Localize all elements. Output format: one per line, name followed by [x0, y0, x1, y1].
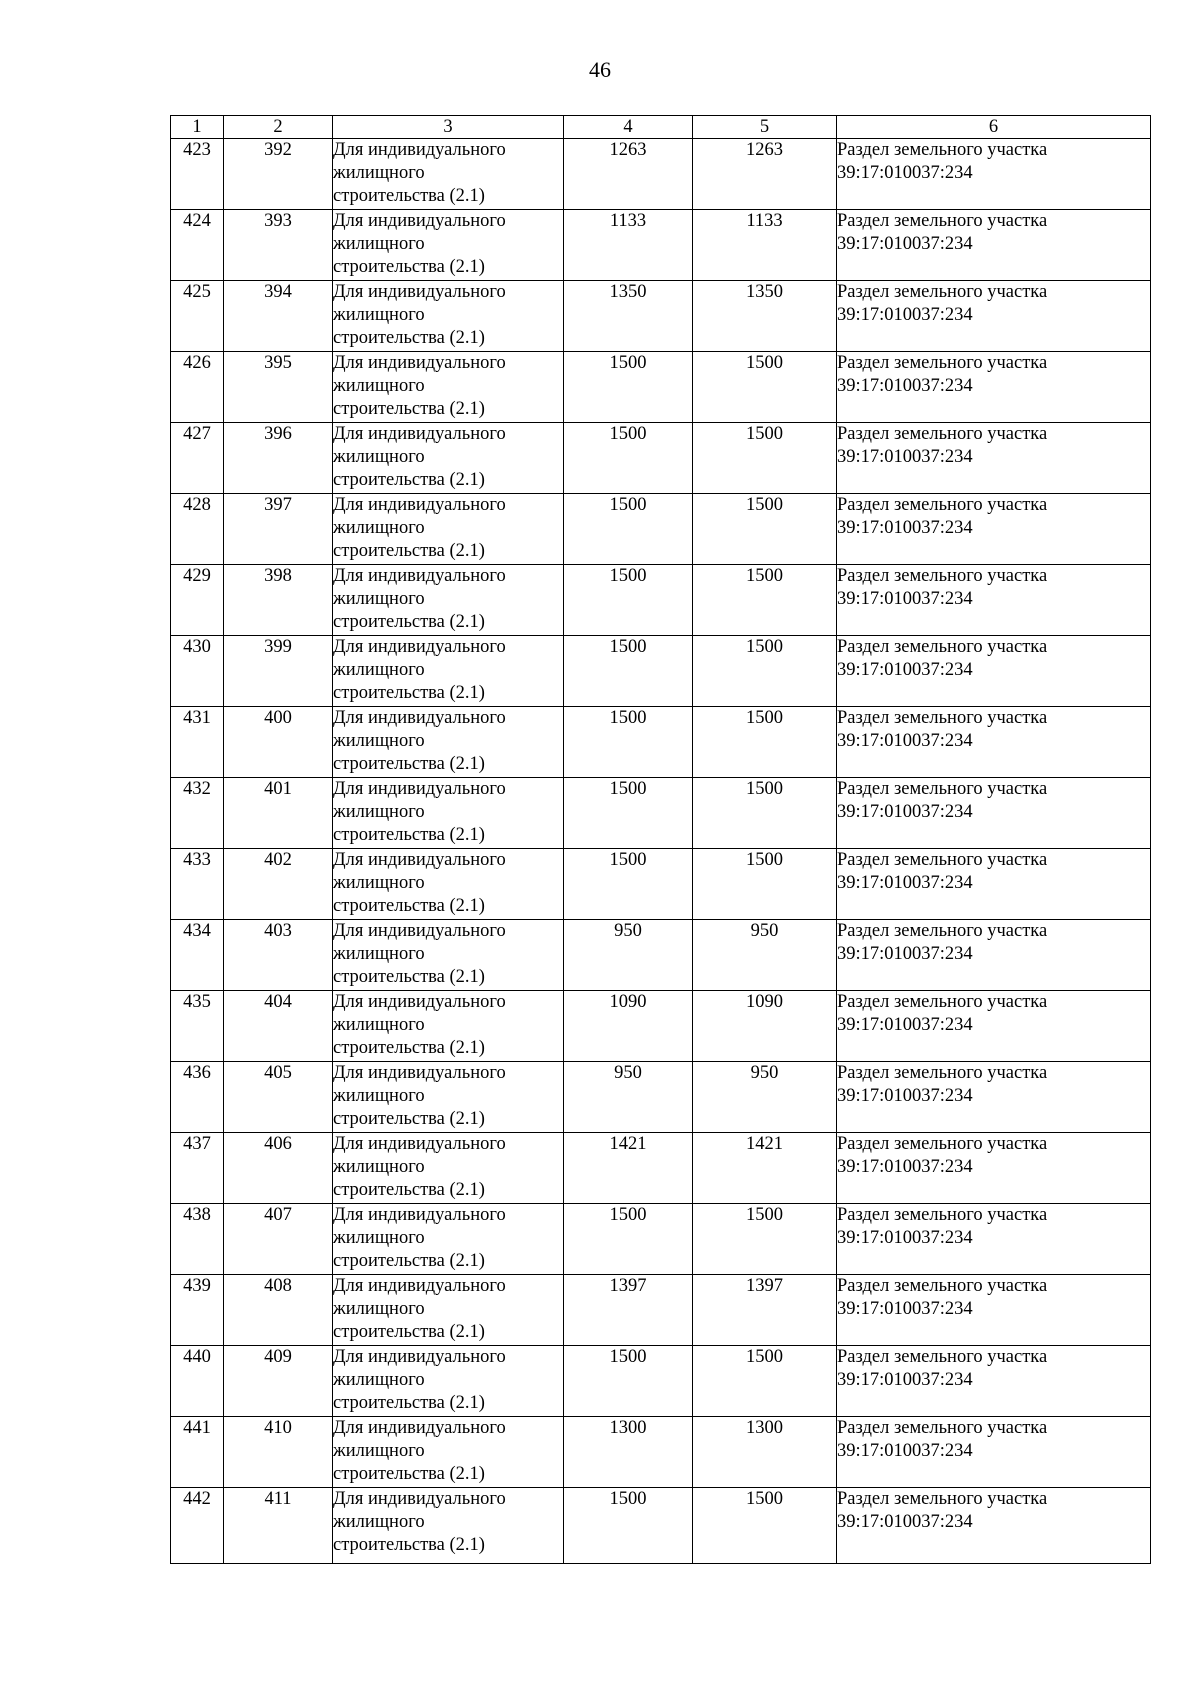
cell-area-actual: 1421: [693, 1133, 837, 1204]
cell-area-actual: 1300: [693, 1417, 837, 1488]
table-row: [171, 281, 1151, 352]
permitted-use-line: Для индивидуального: [333, 566, 506, 586]
cell-permitted-use: [333, 1062, 564, 1133]
permitted-use-line: строительства (2.1): [333, 896, 485, 916]
formation-method-line: 39:17:010037:234: [837, 660, 973, 680]
cell-area-actual: 1500: [693, 565, 837, 636]
formation-method-line: 39:17:010037:234: [837, 1086, 973, 1106]
permitted-use-line: строительства (2.1): [333, 328, 485, 348]
cell-row-number: 433: [171, 849, 224, 920]
cell-row-number: 441: [171, 1417, 224, 1488]
cell-plot-number: 407: [224, 1204, 333, 1275]
table-row: [171, 707, 1151, 778]
formation-method-line: Раздел земельного участка: [837, 353, 1048, 373]
permitted-use-line: Для индивидуального: [333, 424, 506, 444]
cell-area-planned: 1500: [564, 565, 693, 636]
cell-area-actual: 1500: [693, 849, 837, 920]
permitted-use-line: строительства (2.1): [333, 1322, 485, 1342]
permitted-use-line: Для индивидуального: [333, 637, 506, 657]
cell-permitted-use: [333, 778, 564, 849]
cell-area-planned: 1500: [564, 1204, 693, 1275]
cell-row-number: 430: [171, 636, 224, 707]
cell-area-planned: 1500: [564, 849, 693, 920]
formation-method-line: Раздел земельного участка: [837, 1063, 1048, 1083]
permitted-use-line: строительства (2.1): [333, 186, 485, 206]
formation-method-line: Раздел земельного участка: [837, 424, 1048, 444]
formation-method-line: 39:17:010037:234: [837, 1228, 973, 1248]
cell-formation-method: [837, 1204, 1151, 1275]
cell-area-planned: 1500: [564, 778, 693, 849]
cell-plot-number: 399: [224, 636, 333, 707]
permitted-use-line: строительства (2.1): [333, 1180, 485, 1200]
cell-plot-number: 396: [224, 423, 333, 494]
permitted-use-line: строительства (2.1): [333, 257, 485, 277]
cell-permitted-use: [333, 1133, 564, 1204]
cell-plot-number: 393: [224, 210, 333, 281]
cell-permitted-use: [333, 494, 564, 565]
permitted-use-line: строительства (2.1): [333, 825, 485, 845]
cell-row-number: 425: [171, 281, 224, 352]
permitted-use-line: жилищного: [333, 518, 425, 538]
cell-formation-method: [837, 1488, 1151, 1564]
cell-permitted-use: [333, 139, 564, 210]
cell-formation-method: [837, 1417, 1151, 1488]
cell-permitted-use: [333, 636, 564, 707]
cell-area-actual: 1090: [693, 991, 837, 1062]
cell-area-planned: 1500: [564, 494, 693, 565]
cell-area-planned: 1300: [564, 1417, 693, 1488]
permitted-use-line: Для индивидуального: [333, 1205, 506, 1225]
formation-method-line: Раздел земельного участка: [837, 1489, 1048, 1509]
cell-formation-method: [837, 1346, 1151, 1417]
cell-plot-number: 400: [224, 707, 333, 778]
cell-area-planned: 1263: [564, 139, 693, 210]
column-header-2: 2: [224, 116, 333, 139]
permitted-use-line: строительства (2.1): [333, 399, 485, 419]
cell-permitted-use: [333, 423, 564, 494]
table-row: [171, 139, 1151, 210]
cell-area-planned: 1090: [564, 991, 693, 1062]
cell-permitted-use: [333, 849, 564, 920]
cell-area-planned: 1133: [564, 210, 693, 281]
cell-formation-method: [837, 920, 1151, 991]
cell-row-number: 442: [171, 1488, 224, 1564]
permitted-use-line: жилищного: [333, 1512, 425, 1532]
cell-formation-method: [837, 494, 1151, 565]
table-row: [171, 636, 1151, 707]
cell-formation-method: [837, 210, 1151, 281]
table-row: [171, 991, 1151, 1062]
cell-area-actual: 1500: [693, 1204, 837, 1275]
cell-row-number: 440: [171, 1346, 224, 1417]
cell-area-planned: 1500: [564, 1488, 693, 1564]
cell-row-number: 424: [171, 210, 224, 281]
cell-formation-method: [837, 707, 1151, 778]
cell-formation-method: [837, 778, 1151, 849]
permitted-use-line: Для индивидуального: [333, 708, 506, 728]
cell-area-actual: 1263: [693, 139, 837, 210]
permitted-use-line: жилищного: [333, 873, 425, 893]
cell-area-planned: 1500: [564, 423, 693, 494]
permitted-use-line: жилищного: [333, 1370, 425, 1390]
cell-area-actual: 950: [693, 920, 837, 991]
cell-permitted-use: [333, 352, 564, 423]
formation-method-line: 39:17:010037:234: [837, 234, 973, 254]
cell-plot-number: 392: [224, 139, 333, 210]
formation-method-line: 39:17:010037:234: [837, 944, 973, 964]
table-row: [171, 1204, 1151, 1275]
table-row: [171, 849, 1151, 920]
permitted-use-line: Для индивидуального: [333, 1418, 506, 1438]
permitted-use-line: Для индивидуального: [333, 1134, 506, 1154]
permitted-use-line: жилищного: [333, 1441, 425, 1461]
cell-area-actual: 1500: [693, 352, 837, 423]
formation-method-line: Раздел земельного участка: [837, 566, 1048, 586]
permitted-use-line: жилищного: [333, 1157, 425, 1177]
permitted-use-line: Для индивидуального: [333, 1489, 506, 1509]
formation-method-line: Раздел земельного участка: [837, 495, 1048, 515]
cell-permitted-use: [333, 1346, 564, 1417]
table-row: [171, 1346, 1151, 1417]
permitted-use-line: жилищного: [333, 589, 425, 609]
formation-method-line: 39:17:010037:234: [837, 1441, 973, 1461]
header-row: [171, 116, 1151, 139]
column-header-4: 4: [564, 116, 693, 139]
formation-method-line: Раздел земельного участка: [837, 1418, 1048, 1438]
cell-area-actual: 1350: [693, 281, 837, 352]
cell-area-planned: 1421: [564, 1133, 693, 1204]
cell-area-actual: 1500: [693, 1488, 837, 1564]
permitted-use-line: жилищного: [333, 731, 425, 751]
cell-permitted-use: [333, 707, 564, 778]
permitted-use-line: строительства (2.1): [333, 470, 485, 490]
table-row: [171, 1488, 1151, 1564]
cell-formation-method: [837, 1062, 1151, 1133]
permitted-use-line: строительства (2.1): [333, 1393, 485, 1413]
permitted-use-line: жилищного: [333, 1228, 425, 1248]
cell-row-number: 438: [171, 1204, 224, 1275]
cell-permitted-use: [333, 991, 564, 1062]
cell-plot-number: 405: [224, 1062, 333, 1133]
formation-method-line: Раздел земельного участка: [837, 779, 1048, 799]
cell-plot-number: 406: [224, 1133, 333, 1204]
formation-method-line: Раздел земельного участка: [837, 140, 1048, 160]
cell-area-actual: 1133: [693, 210, 837, 281]
cell-plot-number: 408: [224, 1275, 333, 1346]
cell-row-number: 432: [171, 778, 224, 849]
formation-method-line: 39:17:010037:234: [837, 1015, 973, 1035]
table-row: [171, 1062, 1151, 1133]
formation-method-line: 39:17:010037:234: [837, 518, 973, 538]
cell-permitted-use: [333, 1204, 564, 1275]
column-header-1: 1: [171, 116, 224, 139]
cell-plot-number: 404: [224, 991, 333, 1062]
formation-method-line: 39:17:010037:234: [837, 1512, 973, 1532]
cell-permitted-use: [333, 281, 564, 352]
cell-plot-number: 402: [224, 849, 333, 920]
cell-permitted-use: [333, 565, 564, 636]
permitted-use-line: Для индивидуального: [333, 353, 506, 373]
formation-method-line: Раздел земельного участка: [837, 992, 1048, 1012]
permitted-use-line: строительства (2.1): [333, 1464, 485, 1484]
cell-plot-number: 411: [224, 1488, 333, 1564]
formation-method-line: 39:17:010037:234: [837, 376, 973, 396]
cell-formation-method: [837, 636, 1151, 707]
cell-formation-method: [837, 1133, 1151, 1204]
cell-row-number: 429: [171, 565, 224, 636]
cell-formation-method: [837, 423, 1151, 494]
cell-area-actual: 1500: [693, 1346, 837, 1417]
permitted-use-line: жилищного: [333, 660, 425, 680]
table-body: [171, 139, 1151, 1564]
cell-plot-number: 401: [224, 778, 333, 849]
cell-plot-number: 397: [224, 494, 333, 565]
formation-method-line: 39:17:010037:234: [837, 1299, 973, 1319]
formation-method-line: 39:17:010037:234: [837, 1157, 973, 1177]
cell-area-actual: 1397: [693, 1275, 837, 1346]
permitted-use-line: Для индивидуального: [333, 1063, 506, 1083]
permitted-use-line: Для индивидуального: [333, 495, 506, 515]
cell-row-number: 427: [171, 423, 224, 494]
table-header: [171, 116, 1151, 139]
cell-area-actual: 1500: [693, 707, 837, 778]
formation-method-line: Раздел земельного участка: [837, 1134, 1048, 1154]
cell-permitted-use: [333, 1275, 564, 1346]
permitted-use-line: строительства (2.1): [333, 754, 485, 774]
permitted-use-line: жилищного: [333, 802, 425, 822]
permitted-use-line: строительства (2.1): [333, 541, 485, 561]
permitted-use-line: Для индивидуального: [333, 992, 506, 1012]
formation-method-line: Раздел земельного участка: [837, 211, 1048, 231]
permitted-use-line: Для индивидуального: [333, 921, 506, 941]
table-row: [171, 778, 1151, 849]
permitted-use-line: жилищного: [333, 163, 425, 183]
cell-row-number: 434: [171, 920, 224, 991]
cell-formation-method: [837, 1275, 1151, 1346]
cell-row-number: 436: [171, 1062, 224, 1133]
permitted-use-line: Для индивидуального: [333, 1347, 506, 1367]
permitted-use-line: Для индивидуального: [333, 282, 506, 302]
permitted-use-line: жилищного: [333, 234, 425, 254]
permitted-use-line: строительства (2.1): [333, 1038, 485, 1058]
permitted-use-line: Для индивидуального: [333, 211, 506, 231]
table-row: [171, 352, 1151, 423]
table-row: [171, 1133, 1151, 1204]
permitted-use-line: жилищного: [333, 447, 425, 467]
column-header-6: 6: [837, 116, 1151, 139]
formation-method-line: Раздел земельного участка: [837, 282, 1048, 302]
cell-area-planned: 1350: [564, 281, 693, 352]
cell-plot-number: 403: [224, 920, 333, 991]
cell-plot-number: 394: [224, 281, 333, 352]
cell-permitted-use: [333, 210, 564, 281]
table-row: [171, 210, 1151, 281]
cell-row-number: 437: [171, 1133, 224, 1204]
cell-permitted-use: [333, 920, 564, 991]
permitted-use-line: строительства (2.1): [333, 612, 485, 632]
permitted-use-line: жилищного: [333, 944, 425, 964]
cell-area-planned: 950: [564, 920, 693, 991]
permitted-use-line: строительства (2.1): [333, 1535, 485, 1555]
formation-method-line: 39:17:010037:234: [837, 305, 973, 325]
cell-area-planned: 1500: [564, 636, 693, 707]
permitted-use-line: жилищного: [333, 1086, 425, 1106]
cell-area-actual: 950: [693, 1062, 837, 1133]
table-row: [171, 423, 1151, 494]
cell-area-actual: 1500: [693, 778, 837, 849]
column-header-3: 3: [333, 116, 564, 139]
cell-plot-number: 395: [224, 352, 333, 423]
permitted-use-line: жилищного: [333, 376, 425, 396]
formation-method-line: Раздел земельного участка: [837, 850, 1048, 870]
cell-area-planned: 1500: [564, 1346, 693, 1417]
cell-area-planned: 950: [564, 1062, 693, 1133]
table-row: [171, 494, 1151, 565]
cell-formation-method: [837, 991, 1151, 1062]
cell-row-number: 435: [171, 991, 224, 1062]
column-header-5: 5: [693, 116, 837, 139]
formation-method-line: 39:17:010037:234: [837, 447, 973, 467]
cell-permitted-use: [333, 1417, 564, 1488]
cell-area-planned: 1500: [564, 707, 693, 778]
cell-area-planned: 1500: [564, 352, 693, 423]
cell-plot-number: 409: [224, 1346, 333, 1417]
permitted-use-line: жилищного: [333, 1015, 425, 1035]
permitted-use-line: строительства (2.1): [333, 683, 485, 703]
cell-row-number: 426: [171, 352, 224, 423]
permitted-use-line: Для индивидуального: [333, 779, 506, 799]
cell-plot-number: 410: [224, 1417, 333, 1488]
table-row: [171, 565, 1151, 636]
formation-method-line: Раздел земельного участка: [837, 1276, 1048, 1296]
cell-row-number: 431: [171, 707, 224, 778]
formation-method-line: 39:17:010037:234: [837, 802, 973, 822]
cell-row-number: 439: [171, 1275, 224, 1346]
cell-row-number: 423: [171, 139, 224, 210]
formation-method-line: 39:17:010037:234: [837, 1370, 973, 1390]
formation-method-line: Раздел земельного участка: [837, 1347, 1048, 1367]
permitted-use-line: строительства (2.1): [333, 1109, 485, 1129]
formation-method-line: Раздел земельного участка: [837, 637, 1048, 657]
permitted-use-line: строительства (2.1): [333, 1251, 485, 1271]
permitted-use-line: строительства (2.1): [333, 967, 485, 987]
formation-method-line: Раздел земельного участка: [837, 1205, 1048, 1225]
permitted-use-line: Для индивидуального: [333, 1276, 506, 1296]
permitted-use-line: жилищного: [333, 305, 425, 325]
formation-method-line: 39:17:010037:234: [837, 873, 973, 893]
table-row: [171, 920, 1151, 991]
table-row: [171, 1275, 1151, 1346]
cell-row-number: 428: [171, 494, 224, 565]
page-number: 46: [589, 57, 611, 82]
formation-method-line: Раздел земельного участка: [837, 708, 1048, 728]
permitted-use-line: Для индивидуального: [333, 140, 506, 160]
permitted-use-line: жилищного: [333, 1299, 425, 1319]
cell-formation-method: [837, 849, 1151, 920]
formation-method-line: 39:17:010037:234: [837, 589, 973, 609]
cell-formation-method: [837, 281, 1151, 352]
table-row: [171, 1417, 1151, 1488]
cell-area-actual: 1500: [693, 636, 837, 707]
cell-permitted-use: [333, 1488, 564, 1564]
formation-method-line: 39:17:010037:234: [837, 731, 973, 751]
cell-formation-method: [837, 565, 1151, 636]
formation-method-line: Раздел земельного участка: [837, 921, 1048, 941]
land-plots-table: [170, 115, 1151, 1564]
cell-area-actual: 1500: [693, 494, 837, 565]
cell-area-actual: 1500: [693, 423, 837, 494]
cell-formation-method: [837, 139, 1151, 210]
cell-plot-number: 398: [224, 565, 333, 636]
cell-formation-method: [837, 352, 1151, 423]
cell-area-planned: 1397: [564, 1275, 693, 1346]
permitted-use-line: Для индивидуального: [333, 850, 506, 870]
formation-method-line: 39:17:010037:234: [837, 163, 973, 183]
